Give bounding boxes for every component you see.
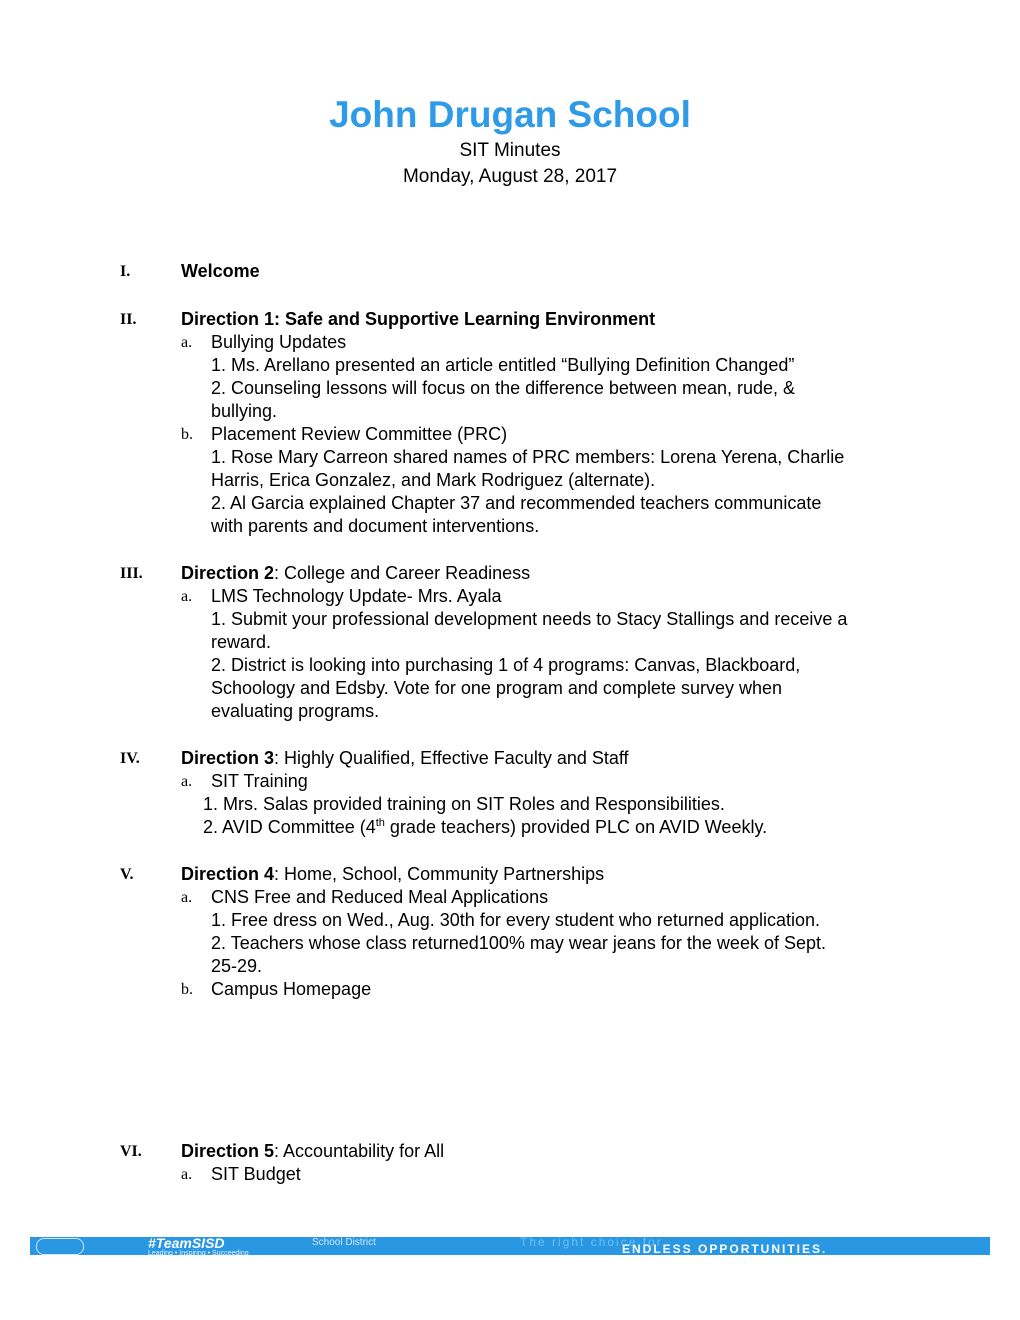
document-header: [0, 92, 1020, 190]
item-text: Bullying Updates: [211, 332, 347, 352]
sub-item-text: 1. Mrs. Salas provided training on SIT Roles and Responsibilities.: [203, 794, 725, 814]
section-heading: Direction 2: College and Career Readiness: [181, 563, 531, 583]
sub-item-text: 2. Counseling lessons will focus on the difference between mean, rude, &: [211, 378, 796, 398]
item-text: CNS Free and Reduced Meal Applications: [211, 887, 549, 907]
section-heading: Direction 1: Safe and Supportive Learning Environment: [181, 309, 656, 329]
school-title: John Drugan School: [329, 94, 691, 135]
footer-district: School District: [312, 1237, 376, 1248]
footer-tagline: The right choice for: [520, 1235, 663, 1249]
footer-hashtag: #TeamSISD: [148, 1235, 225, 1251]
item-text: Placement Review Committee (PRC): [211, 424, 508, 444]
sub-item-text: 2. Teachers whose class returned100% may wear jeans for the week of Sept.: [211, 933, 826, 953]
sub-item-text: 2. Al Garcia explained Chapter 37 and recommended teachers communicate: [211, 493, 822, 513]
sub-item-text: 25-29.: [211, 956, 263, 976]
item-label: a.: [181, 889, 193, 906]
sub-item-text: 1. Free dress on Wed., Aug. 30th for every student who returned application.: [211, 910, 821, 930]
section-number: III.: [120, 565, 143, 582]
section-number: IV.: [120, 750, 140, 767]
meeting-date: Monday, August 28, 2017: [402, 166, 618, 187]
sub-item-text: with parents and document interventions.: [211, 516, 540, 536]
footer-small-tagline: Leading • Inspiring • Succeeding: [148, 1250, 249, 1257]
sub-item-text: bullying.: [211, 401, 278, 421]
section-number: VI.: [120, 1143, 142, 1160]
item-label: a.: [181, 588, 193, 605]
sub-item-text: 1. Rose Mary Carreon shared names of PRC members: Lorena Yerena, Charlie: [211, 447, 845, 467]
section-heading: Direction 4: Home, School, Community Partnerships: [181, 864, 605, 884]
section-heading: Direction 5: Accountability for All: [181, 1141, 445, 1161]
section-number: II.: [120, 311, 137, 328]
item-text: LMS Technology Update- Mrs. Ayala: [211, 586, 502, 606]
sub-item-text: evaluating programs.: [211, 701, 380, 721]
item-text: Campus Homepage: [211, 979, 372, 999]
section-number: V.: [120, 866, 134, 883]
sub-item-text: Schoology and Edsby. Vote for one program and complete survey when: [211, 678, 783, 698]
document-subtitle: SIT Minutes: [459, 140, 561, 161]
item-label: a.: [181, 773, 193, 790]
sub-item-text: Harris, Erica Gonzalez, and Mark Rodriguez (alternate).: [211, 470, 656, 490]
sub-item-text: 2. AVID Committee (4th grade teachers) provided PLC on AVID Weekly.: [203, 817, 768, 837]
item-text: SIT Budget: [211, 1164, 301, 1184]
item-label: a.: [181, 1166, 193, 1183]
item-label: b.: [181, 426, 193, 443]
sub-item-text: 2. District is looking into purchasing 1 of 4 programs: Canvas, Blackboard,: [211, 655, 801, 675]
district-seal-icon: [36, 1238, 84, 1255]
item-text: SIT Training: [211, 771, 308, 791]
item-label: b.: [181, 981, 193, 998]
sub-item-text: 1. Submit your professional development needs to Stacy Stallings and receive a: [211, 609, 848, 629]
footer-tagline-bold: ENDLESS OPPORTUNITIES.: [622, 1242, 828, 1256]
sub-item-text: 1. Ms. Arellano presented an article entitled “Bullying Definition Changed”: [211, 355, 795, 375]
section-heading: Welcome: [181, 261, 260, 281]
item-label: a.: [181, 334, 193, 351]
section-number: I.: [120, 263, 131, 280]
sub-item-text: reward.: [211, 632, 272, 652]
section-heading: Direction 3: Highly Qualified, Effective Faculty and Staff: [181, 748, 629, 768]
